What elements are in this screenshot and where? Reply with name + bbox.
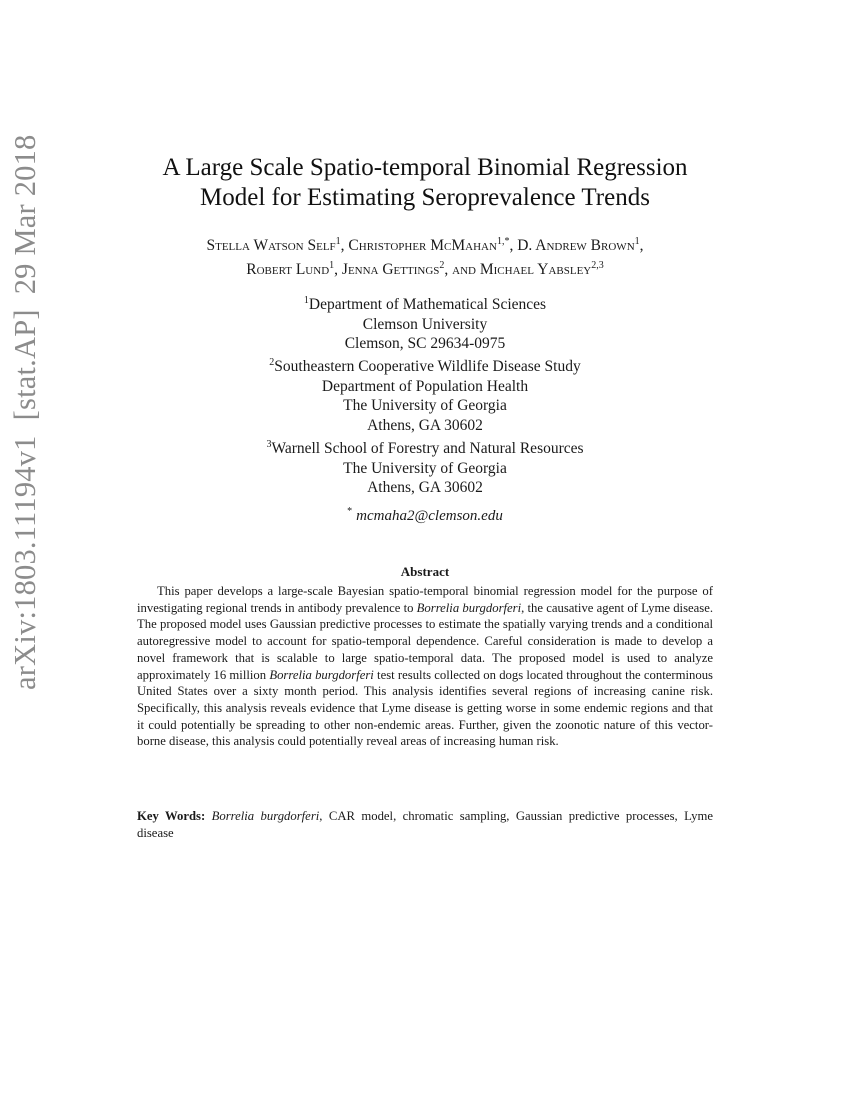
author-affil-marker: 2 [439,260,445,272]
corresponding-email [0,506,850,525]
affiliations [0,291,850,498]
author-affil-marker: 1,* [496,236,510,247]
keywords [137,808,713,841]
title-line-1: A Large Scale Spatio-temporal Binomial Regression [162,154,688,181]
affiliation-3-line: The University of Georgia [343,459,507,477]
affiliation-3-line: Athens, GA 30602 [367,479,483,497]
affiliation-2-line: $^2$Southeastern Cooperative Wildlife Disease Study [269,357,581,376]
email-address: mcmaha2@clemson.edu [356,508,503,524]
keyword-species: Borrelia burgdorferi [211,809,320,823]
species-name: Borrelia burgdorferi [416,600,522,615]
author-affil-marker: 1 [634,236,640,247]
author-name: Robert Lund [246,261,330,279]
author-line-1: Stella Watson Self$^1$, Christopher McMahan$^{1,*}$, D. Andrew Brown$^1$, [206,236,644,255]
affiliation-1-line: Clemson, SC 29634-0975 [344,334,506,352]
affiliation-3-line: $^3$Warnell School of Forestry and Natural Resources [266,439,584,458]
affiliation-2-line: Athens, GA 30602 [367,416,483,434]
affiliation-1-line: $^1$Department of Mathematical Sciences [303,295,547,314]
keywords-list: , CAR model, chromatic sampling, Gaussian predictive processes, Lyme disease [137,809,714,840]
author-affil-marker: 1 [329,260,335,272]
corresponding-marker: * [347,506,353,517]
arxiv-id: arXiv:1803.11194v1 [8,435,42,690]
author-name: D. Andrew Brown [517,237,635,255]
author-line-2: Robert Lund$^1$, Jenna Gettings$^2$, and Michael Yabsley$^{2,3}$ [246,260,604,279]
arxiv-date: 29 Mar 2018 [8,134,42,295]
author-name: Christopher McMahan [348,237,497,255]
affiliation-1-line: Clemson University [362,315,488,333]
author-name: Jenna Gettings [341,261,440,279]
paper-title [0,153,850,213]
keywords-label: Key Words: [137,809,206,823]
species-name: Borrelia burgdorferi [269,667,374,682]
author-list [0,232,850,280]
affiliation-2-line: The University of Georgia [343,397,507,415]
abstract-body: This paper develops a large-scale Bayesian spatio-temporal binomial regression model for the purpose of investigating regional trends in antibody prevalence to Borrelia burgdorferi, the causative agent of Lyme disease. The proposed model uses Gaussian predictive processes to estimate the spatially varying trends and a conditional autoregressive model to account for spatio-temporal dependence. Careful consideration is made to develop a novel framework that is scalable to large spatio-temporal data. The proposed model is used to analyze approximately 16 million Borrelia burgdorferi test results collected on dogs located throughout the conterminous United States over a sixty month period. This analysis identifies several regions of increasing canine risk. Specifically, this analysis reveals evidence that Lyme disease is getting worse in some endemic regions and that it could potentially be spreading to other non-endemic areas. Further, given the zoonotic nature of this vector-borne disease, this analysis could potentially reveal areas of increasing human risk. [137,584,714,749]
affiliation-2-line: Department of Population Health [321,377,529,395]
author-affil-marker: 1 [335,236,341,247]
author-name: Michael Yabsley [479,261,592,279]
arxiv-category: [stat.AP] [8,309,42,421]
author-name: Stella Watson Self [206,237,336,255]
title-line-2: Model for Estimating Seroprevalence Trends [200,184,650,211]
abstract-heading: Abstract [400,564,450,579]
author-affil-marker: 2,3 [591,260,604,272]
